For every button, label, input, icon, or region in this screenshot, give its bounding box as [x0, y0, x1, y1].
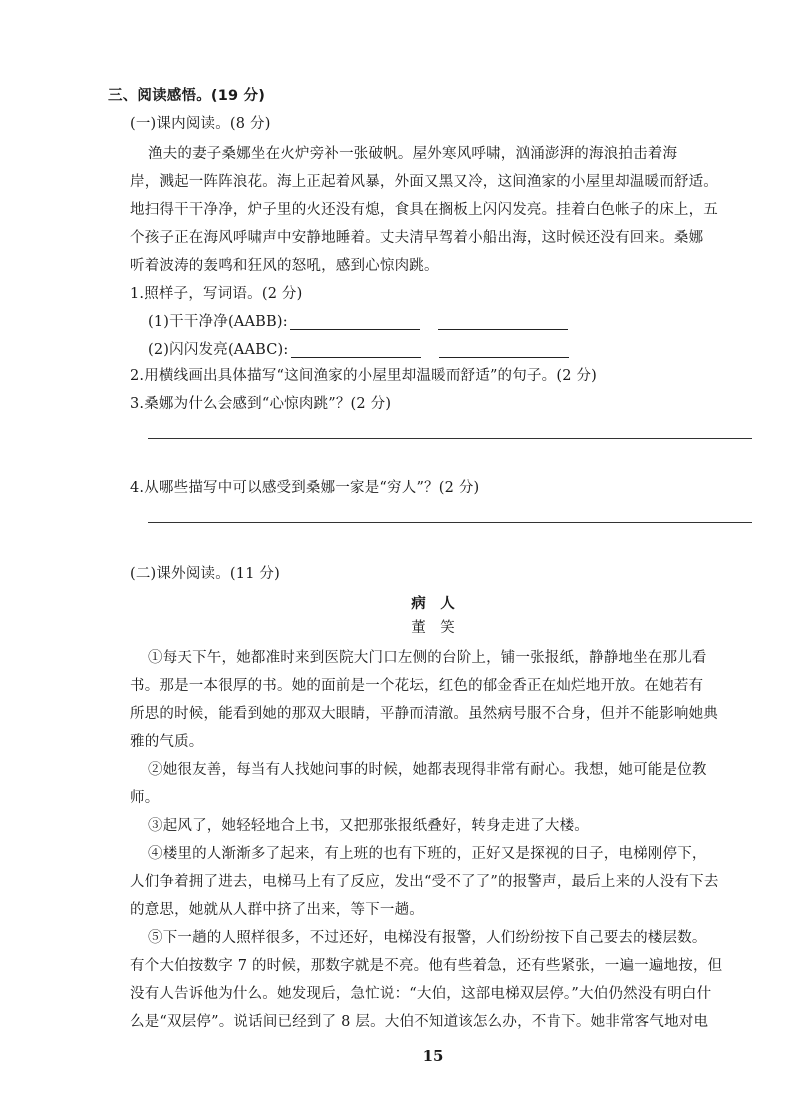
passage2-line: 有个大伯按数字 7 的时候，那数字就是不亮。他有些着急，还有些紧张，一遍一遍地按，但 — [130, 958, 723, 974]
part1-heading: (一)课内阅读。(8 分) — [130, 116, 271, 132]
passage2-line: ④楼里的人渐渐多了起来，有上班的也有下班的，正好又是探视的日子，电梯刚停下， — [148, 846, 707, 862]
question-1b-label: (2)闪闪发亮(AABC): — [148, 342, 289, 358]
passage2-line: 所思的时候，能看到她的那双大眼睛，平静而清澈。虽然病号服不合身，但并不能影响她典 — [130, 706, 718, 722]
question-1b — [148, 340, 569, 360]
answer-line[interactable] — [148, 438, 752, 439]
passage1-line: 个孩子正在海风呼啸声中安静地睡着。丈夫清早驾着小船出海，这时候还没有回来。桑娜 — [130, 230, 704, 246]
answer-blank[interactable] — [438, 315, 568, 330]
question-1: 1.照样子，写词语。(2 分) — [130, 286, 303, 302]
answer-blank[interactable] — [291, 343, 421, 358]
story-author: 董 笑 — [411, 620, 455, 636]
passage2-line: ⑤下一趟的人照样很多，不过还好，电梯没有报警，人们纷纷按下自己要去的楼层数。 — [148, 930, 707, 946]
passage1-line: 岸，溅起一阵阵浪花。海上正起着风暴，外面又黑又冷，这间渔家的小屋里却温暖而舒适。 — [130, 174, 718, 190]
question-2: 2.用横线画出具体描写“这间渔家的小屋里却温暖而舒适”的句子。(2 分) — [130, 368, 598, 384]
answer-blank[interactable] — [439, 343, 569, 358]
passage1-line: 地扫得干干净净，炉子里的火还没有熄，食具在搁板上闪闪发亮。挂着白色帐子的床上，五 — [130, 202, 718, 218]
passage1-line: 渔夫的妻子桑娜坐在火炉旁补一张破帆。屋外寒风呼啸，汹涌澎湃的海浪拍击着海 — [148, 146, 678, 162]
answer-line[interactable] — [148, 522, 752, 523]
passage2-line: 没有人告诉他为什么。她发现后，急忙说：“大伯，这部电梯双层停。”大伯仍然没有明白什 — [130, 986, 712, 1002]
passage2-line: 雅的气质。 — [130, 734, 204, 750]
question-1a — [148, 312, 568, 332]
passage2-line: ③起风了，她轻轻地合上书，又把那张报纸叠好，转身走进了大楼。 — [148, 818, 589, 834]
part2-heading: (二)课外阅读。(11 分) — [130, 566, 280, 582]
question-1a-label: (1)干干净净(AABB): — [148, 314, 288, 330]
passage2-line: 的意思，她就从人群中挤了出来，等下一趟。 — [130, 902, 424, 918]
passage2-line: 么是“双层停”。说话间已经到了 8 层。大伯不知道该怎么办，不肯下。她非常客气地对电 — [130, 1014, 709, 1030]
question-4: 4.从哪些描写中可以感受到桑娜一家是“穷人”？(2 分) — [130, 480, 480, 496]
page-number: 15 — [422, 1047, 444, 1065]
answer-blank[interactable] — [290, 315, 420, 330]
story-title: 病 人 — [411, 596, 455, 612]
question-3: 3.桑娜为什么会感到“心惊肉跳”？(2 分) — [130, 396, 392, 412]
passage2-line: 师。 — [130, 790, 160, 806]
passage2-line: ①每天下午，她都准时来到医院大门口左侧的台阶上，铺一张报纸，静静地坐在那儿看 — [148, 650, 707, 666]
passage2-line: 人们争着拥了进去，电梯马上有了反应，发出“受不了了”的报警声，最后上来的人没有下去 — [130, 874, 719, 890]
passage1-line: 听着波涛的轰鸣和狂风的怒吼，感到心惊肉跳。 — [130, 258, 439, 274]
passage2-line: ②她很友善，每当有人找她问事的时候，她都表现得非常有耐心。我想，她可能是位教 — [148, 762, 707, 778]
passage2-line: 书。那是一本很厚的书。她的面前是一个花坛，红色的郁金香正在灿烂地开放。在她若有 — [130, 678, 704, 694]
section-title: 三、阅读感悟。(19 分) — [108, 88, 266, 104]
